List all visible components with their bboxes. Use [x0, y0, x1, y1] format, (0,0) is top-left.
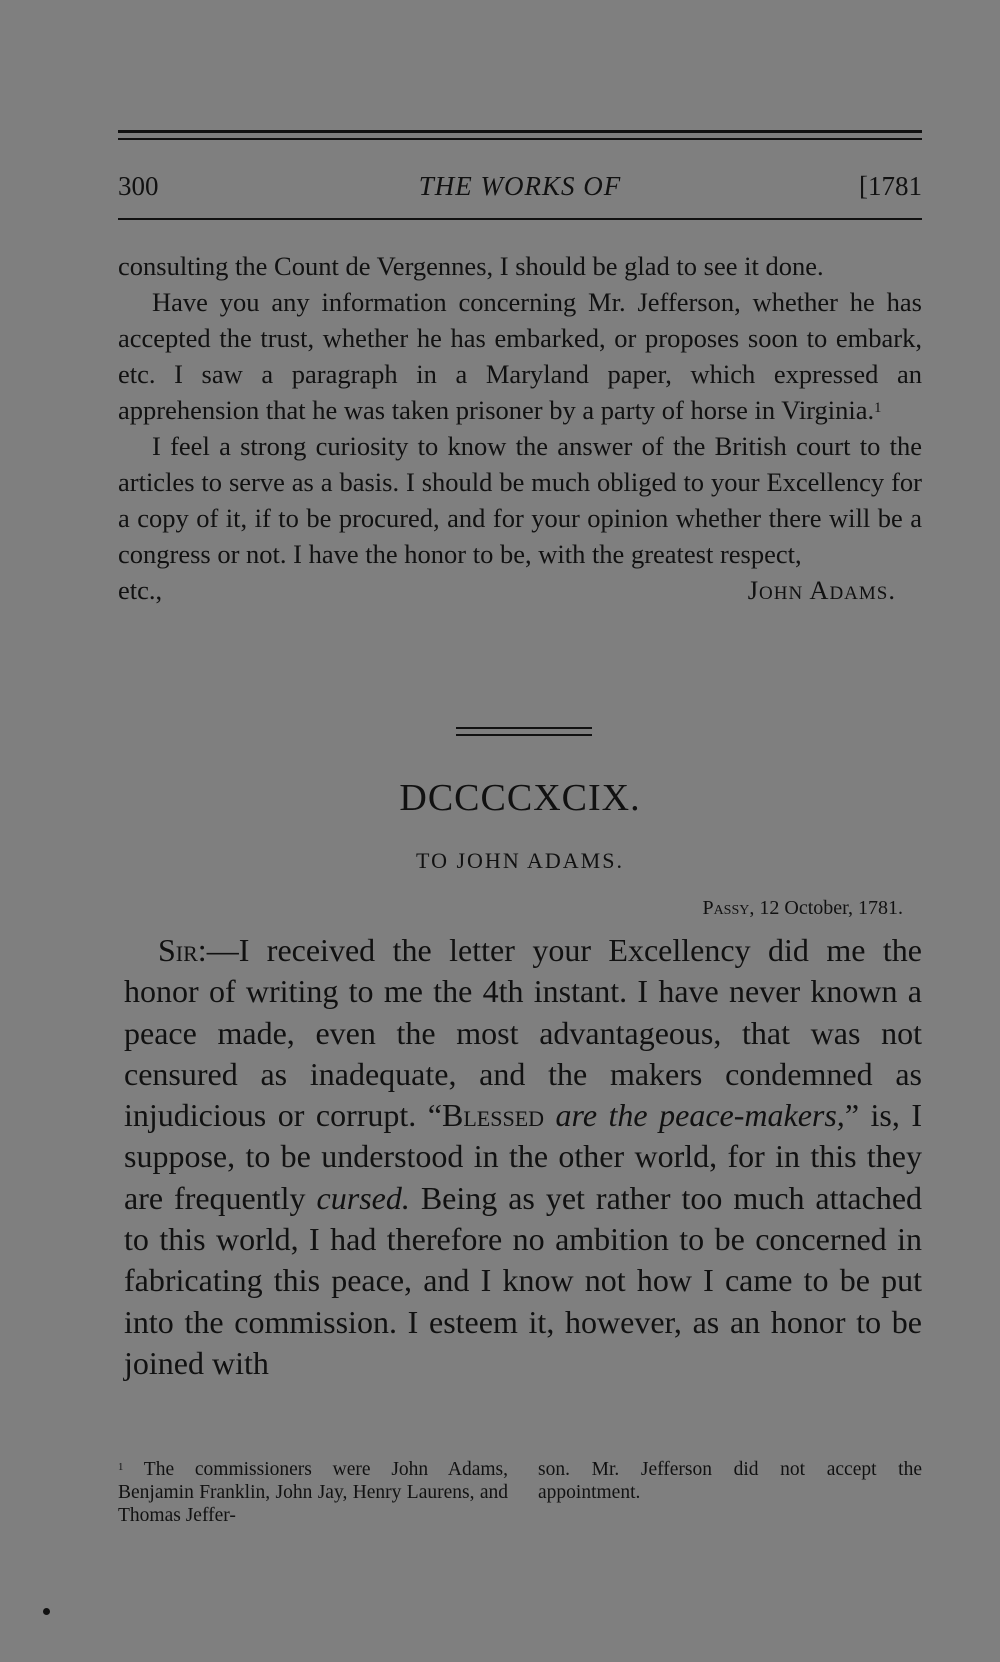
- closing: etc.,: [118, 575, 163, 605]
- body-text: Being as yet rather too much attached to this world, I had therefore no ambition to be concerned in fabricating this peace, and I know not how I came to be put into the commission. I esteem it, however, as an honor to be joined with: [124, 1179, 923, 1381]
- book-page: [118, 0, 922, 1662]
- page-speck: [43, 1608, 50, 1615]
- header-rule: [118, 218, 922, 220]
- signature: John Adams.: [747, 575, 896, 605]
- running-header: [118, 166, 922, 206]
- closing-line: [118, 572, 922, 608]
- italic-word: cursed.: [316, 1179, 410, 1216]
- paragraph: consulting the Count de Vergennes, I should be glad to see it done.: [118, 251, 824, 281]
- italic-quote: are the peace-makers,: [555, 1097, 845, 1134]
- paragraph: [118, 284, 922, 428]
- letter-number: DCCCCXCIX.: [399, 777, 641, 819]
- body-text: :—I received the letter your Excellency did me the honor of writing to me the 4th instant. I have never known a peace made, even the most advantageous, that was not censured as inadequate, and the makers condemned as injudicious or corrupt. “: [124, 932, 922, 1134]
- section-divider-top: [456, 727, 592, 729]
- top-rule-thin: [118, 138, 922, 140]
- footnote-reference: 1: [874, 400, 882, 416]
- header-year: [1781: [859, 171, 922, 201]
- running-title: THE WORKS OF: [418, 171, 622, 201]
- letter-continuation: [118, 248, 922, 608]
- paragraph-text: Have you any information concerning Mr. Jefferson, whether he has accepted the trust, whether he has embarked, or proposes soon to embark, etc. I saw a paragraph in a Maryland paper, which expressed an apprehension that he was taken prisoner by a party of horse in Virginia.: [118, 287, 922, 425]
- footnote: [118, 1458, 922, 1527]
- dateline: [118, 897, 903, 920]
- footnote-mark: 1: [118, 1461, 124, 1473]
- blessed-word: Blessed: [442, 1097, 545, 1134]
- paragraph: [124, 930, 922, 1384]
- letter-body: [124, 930, 922, 1384]
- top-rule-thick: [118, 130, 922, 133]
- footnote-column-1: [118, 1458, 508, 1527]
- letter-address: TO JOHN ADAMS.: [416, 848, 624, 873]
- page-number: 300: [118, 171, 159, 201]
- body-text: ” is, I suppose, to be understood in the other world, for in this they are frequently: [124, 1097, 923, 1216]
- salutation: Sir: [158, 932, 198, 968]
- paragraph: I feel a strong curiosity to know the answer of the British court to the articles to serve as a basis. I should be much obliged to your Excellency for a copy of it, if to be procured, and for your opinion whether there will be a congress or not. I have the honor to be, with the greatest respect,: [118, 431, 922, 569]
- place: Passy,: [702, 897, 755, 919]
- section-divider-bottom: [456, 734, 592, 736]
- date: 12 October, 1781.: [759, 897, 903, 919]
- footnote-text: The commissioners were John Adams, Benjamin Franklin, John Jay, Henry Laurens, and Thomas Jeffer-: [118, 1459, 508, 1526]
- footnote-column-2: son. Mr. Jefferson did not accept the appointment.: [538, 1459, 922, 1503]
